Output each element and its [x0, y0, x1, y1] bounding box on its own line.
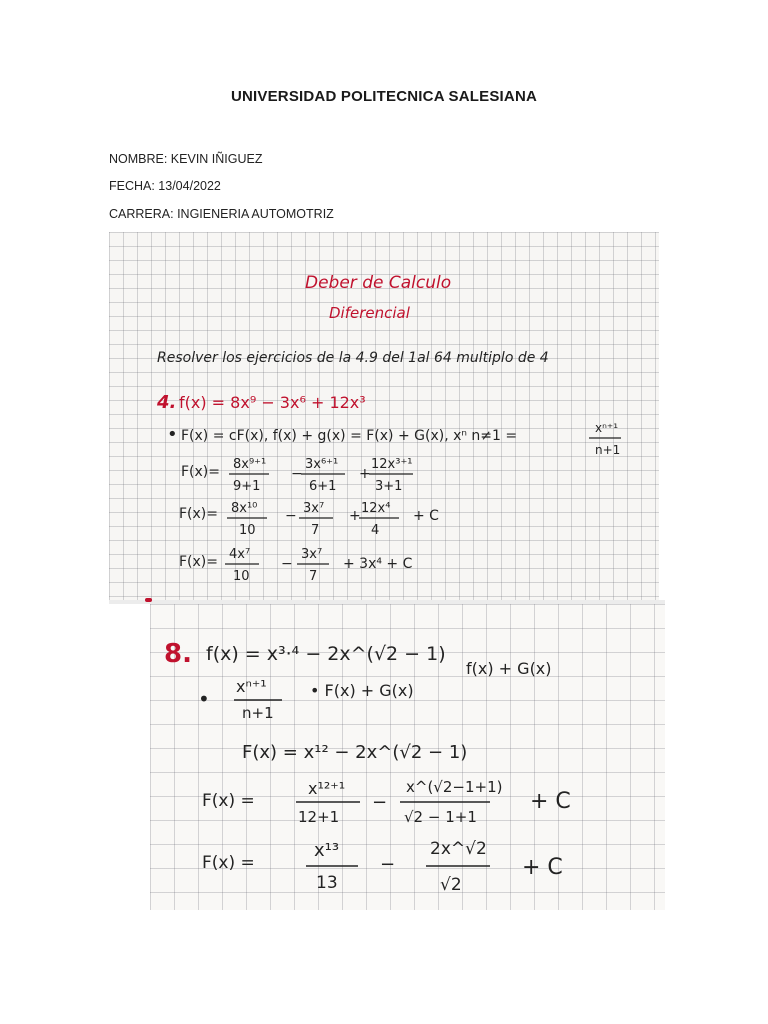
rule-frac-den: n+1 — [595, 443, 621, 457]
step2-term2-den: √2 − 1+1 — [404, 808, 477, 826]
step3-term2-den: √2 — [440, 875, 462, 895]
step3-constant: + C — [522, 855, 563, 880]
handwritten-photo-exercise-4 — [109, 232, 659, 600]
handwritten-notes-2 — [150, 604, 665, 910]
step1-term3-den: 3+1 — [375, 479, 403, 494]
rule-bullet: • — [167, 424, 178, 445]
step2-term1-num: x¹²⁺¹ — [308, 779, 346, 798]
step3-lhs: F(x)= — [179, 554, 218, 570]
rule-text: • F(x) + G(x) — [310, 681, 414, 700]
step1-term3-num: 12x³⁺¹ — [371, 457, 413, 472]
problem-function: f(x) = 8x⁹ − 3x⁶ + 12x³ — [179, 393, 366, 412]
career: CARRERA: INGIENERIA AUTOMOTRIZ — [109, 207, 334, 221]
step2-term3-den: 4 — [371, 523, 380, 538]
step2-term1-den: 10 — [239, 523, 256, 538]
step1-term2-num: 3x⁶⁺¹ — [305, 457, 339, 472]
problem-number: 4. — [157, 392, 177, 413]
step3-term1-num: 4x⁷ — [229, 547, 251, 562]
step2-lhs: F(x) = — [202, 791, 255, 811]
rule-bullet: • — [198, 687, 210, 711]
rule-frac-num: xⁿ⁺¹ — [595, 421, 619, 435]
step1-term2-den: 6+1 — [309, 479, 337, 494]
rule-text: F(x) = cF(x), f(x) + g(x) = F(x) + G(x), xⁿ n≠1 = — [181, 428, 518, 444]
step1: F(x) = x¹² − 2x^(√2 − 1) — [242, 742, 468, 763]
step1-term1-den: 9+1 — [233, 479, 261, 494]
step3-term2-num: 2x^√2 — [430, 839, 487, 859]
step3-term1-num: x¹³ — [314, 840, 340, 861]
step2-term1-num: 8x¹⁰ — [231, 501, 258, 516]
side-note: f(x) + G(x) — [466, 659, 552, 678]
step2-term2-num: 3x⁷ — [303, 501, 325, 516]
step1-op1: − — [291, 466, 303, 482]
step3-term1-den: 10 — [233, 569, 250, 584]
step3-rest: + 3x⁴ + C — [343, 556, 413, 572]
step1-lhs: F(x)= — [181, 464, 220, 480]
heading-line-1: Deber de Calculo — [305, 273, 452, 293]
step2-lhs: F(x)= — [179, 506, 218, 522]
step2-term1-den: 12+1 — [298, 808, 340, 826]
step3-term2-den: 7 — [309, 569, 318, 584]
rule-frac-den: n+1 — [242, 704, 274, 722]
step1-op2: + — [359, 466, 371, 482]
step2-term3-num: 12x⁴ — [361, 501, 391, 516]
step1-term1-num: 8x⁹⁺¹ — [233, 457, 267, 472]
problem-function: f(x) = x³·⁴ − 2x^(√2 − 1) — [206, 643, 446, 665]
step2-constant: + C — [530, 789, 571, 814]
step3-lhs: F(x) = — [202, 853, 255, 873]
step2-term2-den: 7 — [311, 523, 320, 538]
document-title: UNIVERSIDAD POLITECNICA SALESIANA — [230, 88, 538, 105]
student-name: NOMBRE: KEVIN IÑIGUEZ — [109, 152, 263, 166]
step2-op: − — [372, 792, 388, 813]
rule-frac-num: xⁿ⁺¹ — [236, 677, 267, 696]
heading-line-2: Diferencial — [329, 304, 410, 322]
problem-number: 8. — [164, 639, 192, 669]
instruction: Resolver los ejercicios de la 4.9 del 1al 64 multiplo de 4 — [157, 350, 549, 366]
handwritten-notes-1 — [109, 232, 659, 600]
red-ink-mark — [145, 598, 152, 602]
date: FECHA: 13/04/2022 — [109, 179, 221, 193]
step2-term2-num: x^(√2−1+1) — [406, 778, 503, 796]
step2-op2: + — [349, 508, 361, 524]
step2-op1: − — [285, 508, 297, 524]
step3-term1-den: 13 — [316, 873, 338, 893]
step3-term2-num: 3x⁷ — [301, 547, 323, 562]
handwritten-photo-exercise-8 — [150, 604, 665, 910]
step2-constant: + C — [413, 508, 439, 524]
step3-op1: − — [281, 556, 293, 572]
step3-op: − — [380, 854, 396, 875]
